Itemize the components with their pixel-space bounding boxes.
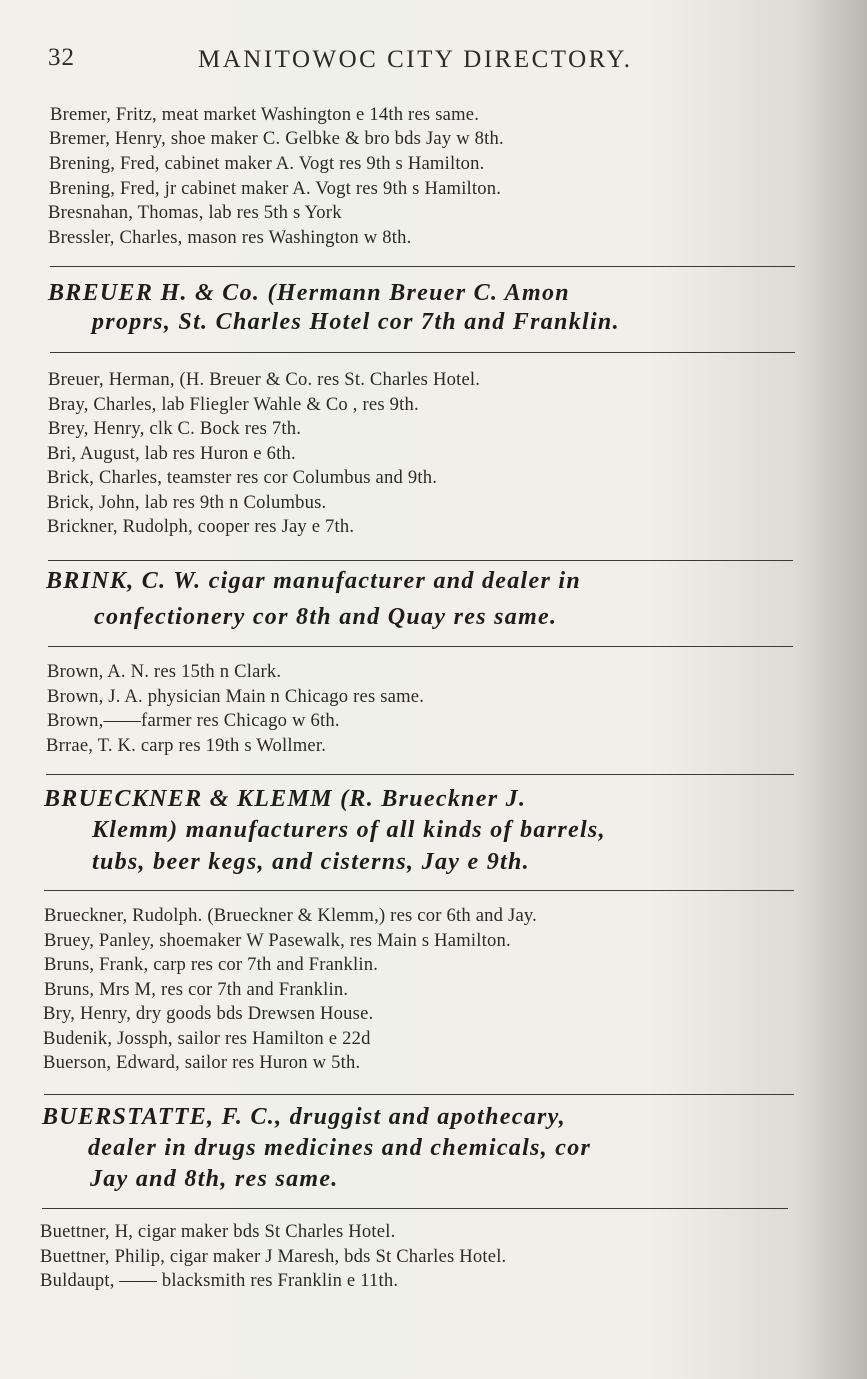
list-item: Brick, Charles, teamster res cor Columbus and 9th. <box>47 467 438 488</box>
list-item: Bray, Charles, lab Fliegler Wahle & Co , res 9th. <box>48 394 419 415</box>
list-item: Budenik, Jossph, sailor res Hamilton e 22d <box>43 1028 371 1049</box>
ad-line: Jay and 8th, res same. <box>90 1166 339 1192</box>
page-header <box>48 44 828 84</box>
list-item: Brown, J. A. physician Main n Chicago res same. <box>47 686 425 707</box>
list-item: Bremer, Fritz, meat market Washington e 14th res same. <box>50 104 480 125</box>
list-item: Brown,——farmer res Chicago w 6th. <box>47 710 340 731</box>
ad-line: BRUECKNER & KLEMM (R. Brueckner J. <box>44 786 527 812</box>
ad-line: BRINK, C. W. cigar manufacturer and dealer in <box>46 568 582 594</box>
list-item: Brick, John, lab res 9th n Columbus. <box>47 492 327 513</box>
divider-rule <box>46 774 794 775</box>
list-item: Brening, Fred, jr cabinet maker A. Vogt res 9th s Hamilton. <box>49 178 502 199</box>
list-item: Bri, August, lab res Huron e 6th. <box>47 443 296 464</box>
list-item: Brey, Henry, clk C. Bock res 7th. <box>48 418 302 439</box>
page-number: 32 <box>48 44 75 71</box>
divider-rule <box>44 1094 794 1095</box>
divider-rule <box>50 266 795 267</box>
list-item: Brown, A. N. res 15th n Clark. <box>47 661 282 682</box>
list-item: Brrae, T. K. carp res 19th s Wollmer. <box>46 735 327 756</box>
ad-line: BUERSTATTE, F. C., druggist and apothecary, <box>42 1104 567 1130</box>
list-item: Brening, Fred, cabinet maker A. Vogt res 9th s Hamilton. <box>49 153 485 174</box>
list-item: Buettner, H, cigar maker bds St Charles Hotel. <box>40 1221 396 1242</box>
ad-line: proprs, St. Charles Hotel cor 7th and Franklin. <box>92 309 620 335</box>
divider-rule <box>50 352 795 353</box>
list-item: Brickner, Rudolph, cooper res Jay e 7th. <box>47 516 355 537</box>
list-item: Bruns, Mrs M, res cor 7th and Franklin. <box>44 979 349 1000</box>
directory-title: MANITOWOC CITY DIRECTORY. <box>198 46 633 73</box>
ad-line: confectionery cor 8th and Quay res same. <box>94 604 558 630</box>
list-item: Bruns, Frank, carp res cor 7th and Franklin. <box>44 954 379 975</box>
ad-line: Klemm) manufacturers of all kinds of barrels, <box>92 817 606 843</box>
list-item: Bresnahan, Thomas, lab res 5th s York <box>48 202 342 223</box>
divider-rule <box>44 890 794 891</box>
ad-line: BREUER H. & Co. (Hermann Breuer C. Amon <box>48 280 570 306</box>
list-item: Bremer, Henry, shoe maker C. Gelbke & bro bds Jay w 8th. <box>49 128 504 149</box>
ad-line: dealer in drugs medicines and chemicals, cor <box>88 1135 592 1161</box>
divider-rule <box>48 560 793 561</box>
list-item: Breuer, Herman, (H. Breuer & Co. res St. Charles Hotel. <box>48 369 481 390</box>
list-item: Bressler, Charles, mason res Washington w 8th. <box>48 227 412 248</box>
ad-line: tubs, beer kegs, and cisterns, Jay e 9th. <box>92 849 530 875</box>
list-item: Brueckner, Rudolph. (Brueckner & Klemm,) res cor 6th and Jay. <box>44 905 538 926</box>
list-item: Bruey, Panley, shoemaker W Pasewalk, res Main s Hamilton. <box>44 930 511 951</box>
list-item: Buettner, Philip, cigar maker J Maresh, bds St Charles Hotel. <box>40 1246 507 1267</box>
divider-rule <box>48 646 793 647</box>
divider-rule <box>42 1208 788 1209</box>
list-item: Bry, Henry, dry goods bds Drewsen House. <box>43 1003 374 1024</box>
list-item: Buldaupt, —— blacksmith res Franklin e 11th. <box>40 1270 399 1291</box>
list-item: Buerson, Edward, sailor res Huron w 5th. <box>43 1052 361 1073</box>
